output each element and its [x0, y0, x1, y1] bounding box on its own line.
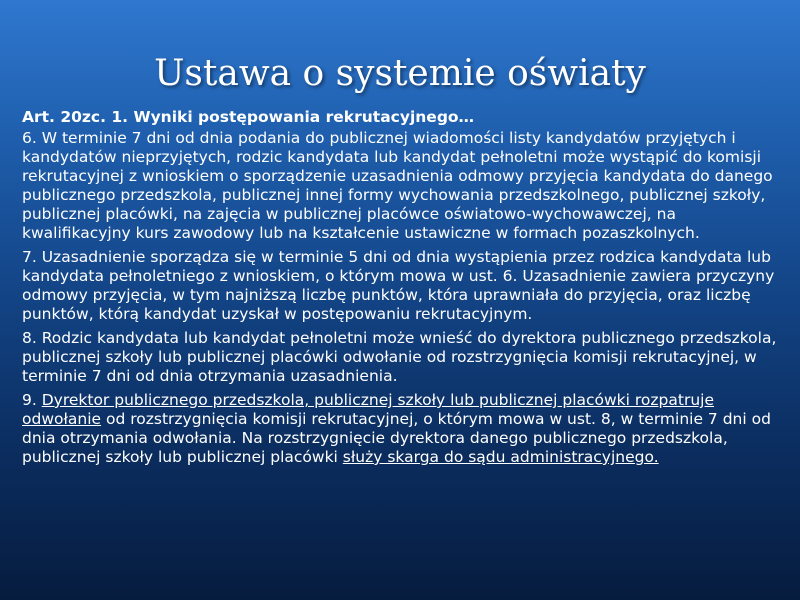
paragraph-8: 8. Rodzic kandydata lub kandydat pełnoletni może wnieść do dyrektora publicznego przedszkola, publicznej szkoły lub publicznej placówki odwołanie od rozstrzygnięcia komisji rekrutacyjnej, w terminie 7 dni od dnia otrzymania uzasadnienia. — [22, 329, 777, 385]
paragraph-6: 6. W terminie 7 dni od dnia podania do publicznej wiadomości listy kandydatów przyjętych i kandydatów nieprzyjętych, rodzic kandydata lub kandydat pełnoletni może wystąpić do komisji rekrutacyjnej z wnioskiem o sporządzenie uzasadnienia odmowy przyjęcia kandydata do danego publicznego przedszkola, publicznej innej formy wychowania przedszkolnego, publicznej szkoły, publicznej placówki, na zajęcia w publicznej placówce oświatowo-wychowawczej, na kwalifikacyjny kurs zawodowy lub na kształcenie ustawiczne w formach pozaszkolnych. — [22, 129, 773, 242]
paragraph-9-text: od rozstrzygnięcia komisji rekrutacyjnej, o którym mowa w ust. 8, w terminie 7 dni od dnia otrzymania odwołania. Na rozstrzygnięcie dyrektora danego publicznego przedszkola, publicznej szkoły lub publicznej placówki — [22, 410, 771, 466]
slide-title: Ustawa o systemie oświaty — [154, 53, 646, 94]
paragraph-9 — [22, 391, 786, 467]
slide-body — [22, 108, 786, 472]
paragraph-9-underlined-second: służy skarga do sądu administracyjnego. — [342, 448, 659, 466]
paragraph-9-underlined-first: Dyrektor publicznego przedszkola, publicznej szkoły lub publicznej placówki rozpatruje odwołanie — [22, 391, 715, 428]
paragraph-9-number: 9. — [22, 391, 42, 409]
article-heading: Art. 20zc. 1. Wyniki postępowania rekrutacyjnego… — [22, 108, 475, 126]
paragraph-7: 7. Uzasadnienie sporządza się w terminie 5 dni od dnia wystąpienia przez rodzica kandydata lub kandydata pełnoletniego z wnioskiem, o którym mowa w ust. 6. Uzasadnienie zawiera przyczyny odmowy przyjęcia, w tym najniższą liczbę punktów, która uprawniała do przyjęcia, oraz liczbę punktów, którą kandydat uzyskał w postępowaniu rekrutacyjnym. — [22, 248, 775, 323]
